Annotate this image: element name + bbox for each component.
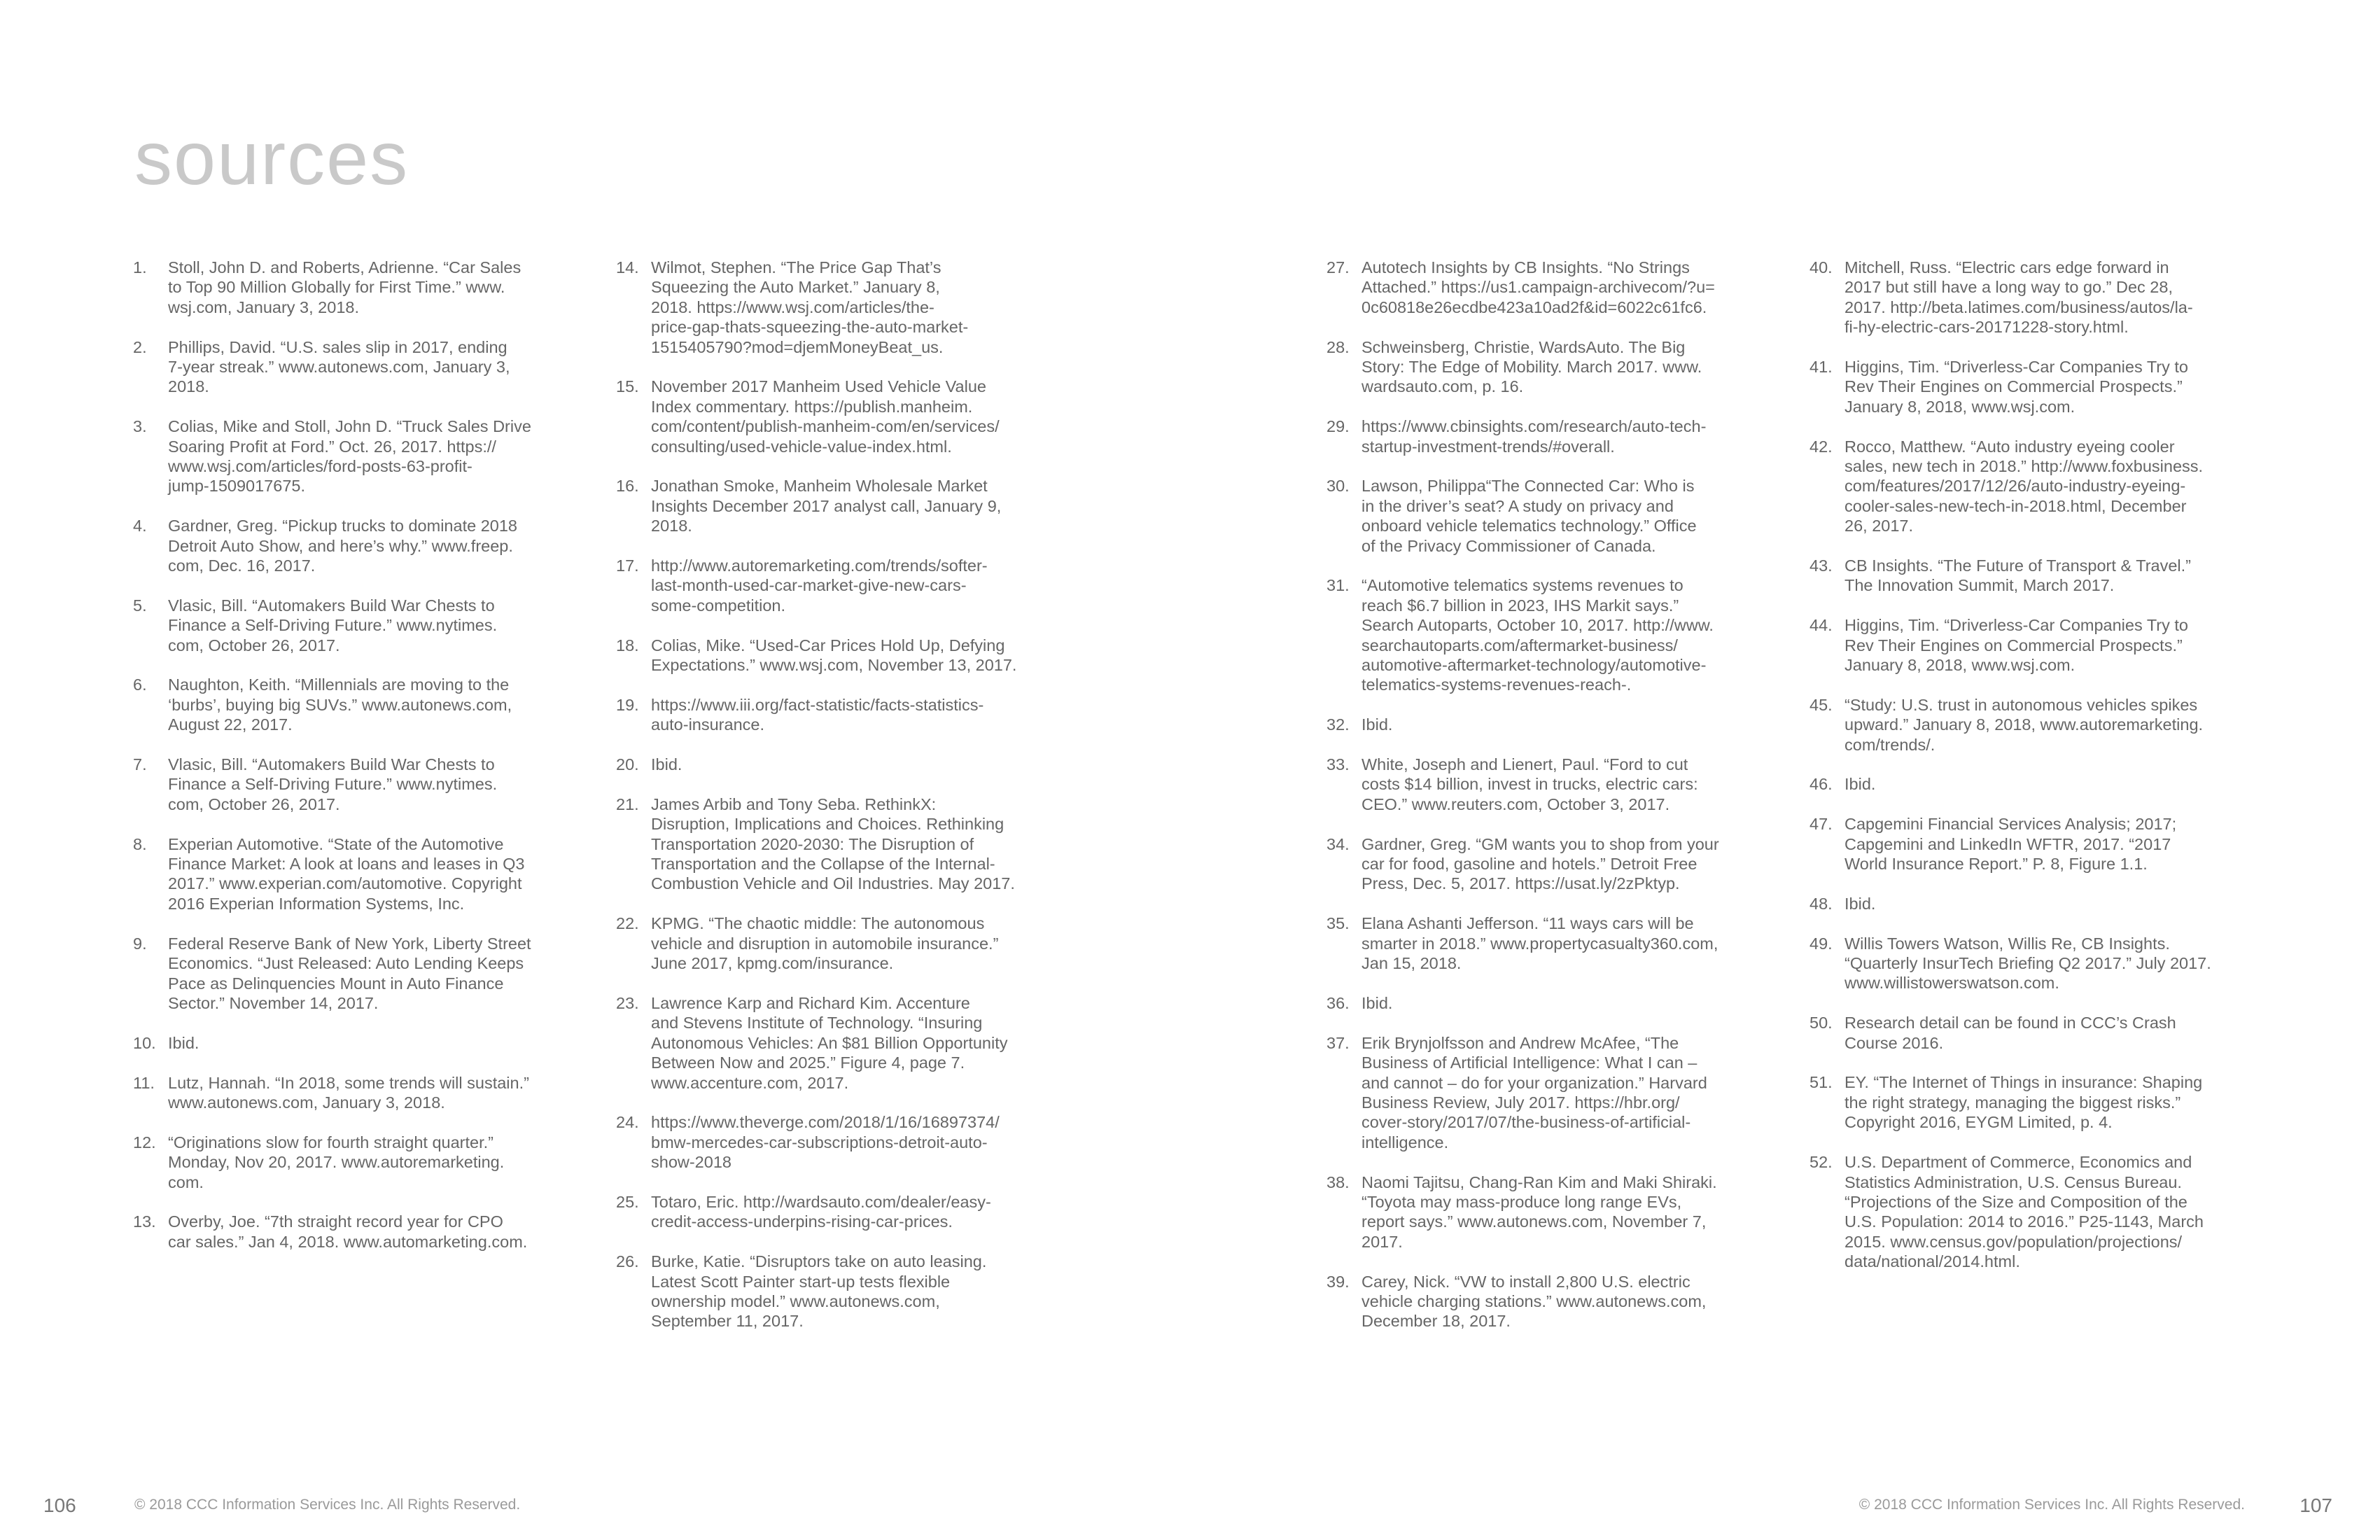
source-text: Lawson, Philippa“The Connected Car: Who is in the driver’s seat? A study on privacy and onboard vehicle telematics technology.” Office of the Privacy Commissioner of Canada. [1362,477,1697,555]
source-number: 8. [133,834,147,853]
source-text: Willis Towers Watson, Willis Re, CB Insights. “Quarterly InsurTech Briefing Q2 2017.” July 2017. www.willistowerswatson.com. [1844,934,2211,993]
source-text: Vlasic, Bill. “Automakers Build War Chests to Finance a Self-Driving Future.” www.nytimes. com, October 26, 2017. [168,755,498,813]
source-text: CB Insights. “The Future of Transport & Travel.” The Innovation Summit, March 2017. [1844,556,2191,595]
source-text: “Automotive telematics systems revenues to reach $6.7 billion in 2023, IHS Markit says.” Search Autoparts, October 10, 2017. http://www. searchautoparts.com/aftermarket-business/ automotive-aftermarket-technology/automotive- telematics-systems-revenues-reach-. [1362,576,1714,694]
source-entry [1809,934,2244,993]
source-number: 22. [616,914,639,933]
copyright-left: © 2018 CCC Information Services Inc. All Rights Reserved. [134,1497,521,1513]
source-number: 52. [1809,1153,1833,1172]
source-number: 4. [133,517,147,536]
source-text: Rocco, Matthew. “Auto industry eyeing cooler sales, new tech in 2018.” http://www.foxbusiness. com/features/2017/12/26/auto-industry-eyeing- cooler-sales-new-tech-in-2018.html, December 26, 2017. [1844,437,2204,536]
source-entry [1809,437,2244,536]
source-number: 9. [133,934,147,953]
source-text: Higgins, Tim. “Driverless-Car Companies Try to Rev Their Engines on Commercial Prospects.” January 8, 2018, www.wsj.com. [1844,358,2188,416]
source-entry [616,794,1050,894]
source-entry [133,755,567,814]
source-number: 34. [1326,834,1350,853]
source-entry [616,993,1050,1093]
source-text: Jonathan Smoke, Manheim Wholesale Market Insights December 2017 analyst call, January 9, 2018. [651,477,1002,536]
source-number: 11. [133,1073,155,1092]
source-number: 37. [1326,1033,1350,1052]
source-entry [616,1112,1050,1172]
source-text: Naughton, Keith. “Millennials are moving to the ‘burbs’, buying big SUVs.” www.autonews.com, August 22, 2017. [168,676,512,734]
source-text: Carey, Nick. “VW to install 2,800 U.S. electric vehicle charging stations.” www.autonews.com, December 18, 2017. [1362,1272,1707,1331]
source-entry [616,913,1050,973]
source-number: 30. [1326,477,1350,496]
source-text: November 2017 Manheim Used Vehicle Value Index commentary. https://publish.manheim. com/content/publish-manheim-com/en/services/ consulting/used-vehicle-value-index.html. [651,377,1000,456]
source-entry [1809,556,2244,596]
source-number: 36. [1326,993,1350,1012]
source-number: 2. [133,337,147,356]
source-number: 15. [616,377,639,396]
source-number: 29. [1326,417,1350,436]
source-number: 42. [1809,437,1833,456]
source-number: 26. [616,1252,639,1271]
source-entry [133,934,567,1014]
source-text: Lutz, Hannah. “In 2018, some trends will sustain.” www.autonews.com, January 3, 2018. [168,1073,529,1112]
sources-column-2 [616,258,1050,1351]
source-entry [616,636,1050,676]
source-number: 13. [133,1212,156,1231]
source-number: 21. [616,794,639,813]
source-number: 44. [1809,616,1833,635]
sources-column-1 [133,258,567,1272]
source-text: Ibid. [1362,715,1393,734]
source-number: 20. [616,755,639,774]
source-entry [1326,337,1760,397]
source-entry [1809,615,2244,675]
source-number: 39. [1326,1272,1350,1291]
source-entry [133,675,567,734]
source-entry [1326,913,1760,973]
source-number: 35. [1326,914,1350,933]
source-entry [133,1033,567,1053]
source-entry [133,1212,567,1252]
source-text: James Arbib and Tony Seba. RethinkX: Disruption, Implications and Choices. Rethinking Transportation 2020-2030: The Disruption of Transportation and the Collapse of the Internal- Combustion Vehicle and Oil Industries. May 2017. [651,794,1015,893]
source-number: 40. [1809,258,1833,276]
source-entry [1809,695,2244,755]
source-text: Capgemini Financial Services Analysis; 2017; Capgemini and LinkedIn WFTR, 2017. “2017 World Insurance Report.” P. 8, Figure 1.1. [1844,815,2177,874]
source-entry [616,377,1050,456]
source-entry [616,755,1050,774]
source-number: 50. [1809,1014,1833,1032]
source-text: Wilmot, Stephen. “The Price Gap That’s Squeezing the Auto Market.” January 8, 2018. https://www.wsj.com/articles/the- price-gap-thats-squeezing-the-auto-market- 1515405790?mod=djemMoneyBeat_us. [651,258,969,356]
source-text: U.S. Department of Commerce, Economics and Statistics Administration, U.S. Census Bureau. “Projections of the Size and Composition of the U.S. Population: 2014 to 2016.” P25-1143, March 2015. www.census.gov/population/projections/ data/national/2014.html. [1844,1153,2204,1271]
source-entry [1809,1152,2244,1271]
source-entry [1326,476,1760,556]
source-number: 25. [616,1192,639,1211]
source-number: 12. [133,1133,156,1152]
source-text: Vlasic, Bill. “Automakers Build War Chests to Finance a Self-Driving Future.” www.nytimes. com, October 26, 2017. [168,596,498,654]
source-number: 16. [616,477,639,496]
source-entry [616,258,1050,357]
source-entry [1809,814,2244,874]
source-number: 6. [133,676,147,694]
source-number: 28. [1326,337,1350,356]
source-text: Elana Ashanti Jefferson. “11 ways cars will be smarter in 2018.” www.propertycasualty360.com, Jan 15, 2018. [1362,914,1718,973]
source-text: Autotech Insights by CB Insights. “No Strings Attached.” https://us1.campaign-archivecom/?u= 0c60818e26ecdbe423a10ad2f&id=6022c61fc6. [1362,258,1715,316]
page-number-left: 106 [43,1494,76,1516]
source-text: Research detail can be found in CCC’s Crash Course 2016. [1844,1014,2176,1052]
source-number: 5. [133,596,147,615]
source-text: Federal Reserve Bank of New York, Liberty Street Economics. “Just Released: Auto Lending Keeps Pace as Delinquencies Mount in Auto Finance Sector.” November 14, 2017. [168,934,531,1012]
source-entry [1326,258,1760,317]
source-entry [616,1252,1050,1331]
source-text: Totaro, Eric. http://wardsauto.com/dealer/easy- credit-access-underpins-rising-car-prices. [651,1192,991,1231]
source-text: Gardner, Greg. “Pickup trucks to dominate 2018 Detroit Auto Show, and here’s why.” www.freep. com, Dec. 16, 2017. [168,517,517,575]
source-text: Mitchell, Russ. “Electric cars edge forward in 2017 but still have a long way to go.” Dec 28, 2017. http://beta.latimes.com/business/autos/la- fi-hy-electric-cars-20171228-story.html. [1844,258,2193,337]
source-number: 1. [133,258,147,276]
source-text: Higgins, Tim. “Driverless-Car Companies Try to Rev Their Engines on Commercial Prospects.” January 8, 2018, www.wsj.com. [1844,616,2188,675]
source-number: 7. [133,755,147,774]
source-number: 48. [1809,894,1833,913]
source-entry [616,1192,1050,1232]
source-number: 38. [1326,1172,1350,1191]
source-number: 10. [133,1033,156,1052]
source-text: Lawrence Karp and Richard Kim. Accenture and Stevens Institute of Technology. “Insuring Autonomous Vehicles: An $81 Billion Opportunity Between Now and 2025.” Figure 4, page 7. www.accenture.com, 2017. [651,993,1008,1092]
copyright-right: © 2018 CCC Information Services Inc. All Rights Reserved. [1858,1497,2245,1513]
source-entry [133,1133,567,1192]
source-entry [133,596,567,655]
source-number: 51. [1809,1073,1833,1092]
source-text: Experian Automotive. “State of the Automotive Finance Market: A look at loans and leases in Q3 2017.” www.experian.com/automotive. Copyright 2016 Experian Information Systems, Inc. [168,834,525,913]
source-text: Gardner, Greg. “GM wants you to shop from your car for food, gasoline and hotels.” Detroit Free Press, Dec. 5, 2017. https://usat.ly/2zPktyp. [1362,834,1719,893]
source-text: https://www.iii.org/fact-statistic/facts-statistics- auto-insurance. [651,695,984,734]
source-number: 24. [616,1113,639,1132]
source-entry [616,556,1050,615]
source-number: 31. [1326,576,1350,595]
page-title: sources [134,115,410,200]
source-entry [1326,1033,1760,1152]
source-entry [1809,357,2244,416]
sources-column-3 [1326,258,1760,1351]
source-text: Burke, Katie. “Disruptors take on auto leasing. Latest Scott Painter start-up tests flexible ownership model.” www.autonews.com, September 11, 2017. [651,1252,987,1331]
source-text: “Study: U.S. trust in autonomous vehicles spikes upward.” January 8, 2018, www.autoremarketing. com/trends/. [1844,695,2204,754]
source-text: Schweinsberg, Christie, WardsAuto. The Big Story: The Edge of Mobility. March 2017. www. wardsauto.com, p. 16. [1362,337,1702,396]
source-entry [616,476,1050,536]
source-number: 47. [1809,815,1833,834]
sources-column-4 [1809,258,2244,1292]
source-text: Colias, Mike. “Used-Car Prices Hold Up, Defying Expectations.” www.wsj.com, November 13, 2017. [651,636,1017,675]
source-number: 43. [1809,556,1833,575]
source-text: https://www.theverge.com/2018/1/16/16897374/ bmw-mercedes-car-subscriptions-detroit-auto- show-2018 [651,1113,1000,1172]
source-number: 17. [616,556,639,575]
source-number: 45. [1809,695,1833,714]
source-entry [1326,1272,1760,1331]
source-text: Colias, Mike and Stoll, John D. “Truck Sales Drive Soaring Profit at Ford.” Oct. 26, 2017. https:// www.wsj.com/articles/ford-posts-63-profit- jump-1509017675. [168,417,531,496]
source-entry [1326,755,1760,814]
source-text: http://www.autoremarketing.com/trends/softer- last-month-used-car-market-give-new-cars- some-competition. [651,556,988,615]
source-number: 19. [616,695,639,714]
source-text: Ibid. [1844,775,1876,794]
source-number: 32. [1326,715,1350,734]
source-number: 49. [1809,934,1833,953]
source-number: 33. [1326,755,1350,774]
source-number: 27. [1326,258,1350,276]
source-entry [1809,258,2244,337]
source-entry [616,695,1050,735]
source-text: “Originations slow for fourth straight quarter.” Monday, Nov 20, 2017. www.autoremarketing. com. [168,1133,505,1191]
source-entry [1809,1072,2244,1132]
source-text: https://www.cbinsights.com/research/auto-tech- startup-investment-trends/#overall. [1362,417,1707,456]
source-entry [1326,993,1760,1013]
source-text: Overby, Joe. “7th straight record year for CPO car sales.” Jan 4, 2018. www.automarketing.com. [168,1212,528,1251]
source-number: 18. [616,636,639,654]
source-entry [133,834,567,914]
source-text: Naomi Tajitsu, Chang-Ran Kim and Maki Shiraki. “Toyota may mass-produce long range EVs, report says.” www.autonews.com, November 7, 2017. [1362,1172,1717,1251]
source-number: 3. [133,417,147,436]
source-entry [133,258,567,317]
source-entry [133,516,567,575]
source-text: Ibid. [651,755,682,774]
source-entry [1326,416,1760,456]
source-entry [133,416,567,496]
source-text: Stoll, John D. and Roberts, Adrienne. “Car Sales to Top 90 Million Globally for First Time.” www. wsj.com, January 3, 2018. [168,258,522,316]
source-entry [1809,1013,2244,1053]
source-text: Erik Brynjolfsson and Andrew McAfee, “The Business of Artificial Intelligence: What I can – and cannot – do for your organization.” Harvard Business Review, July 2017. https://hbr.org/ cover-story/2017/07/the-business-of-artificial- intelligence. [1362,1033,1707,1152]
source-number: 23. [616,993,639,1012]
source-text: Ibid. [168,1033,200,1052]
source-entry [1326,715,1760,734]
source-entry [133,1073,567,1113]
source-number: 46. [1809,775,1833,794]
source-text: Phillips, David. “U.S. sales slip in 2017, ending 7-year streak.” www.autonews.com, January 3, 2018. [168,337,510,396]
source-text: KPMG. “The chaotic middle: The autonomous vehicle and disruption in automobile insurance.” June 2017, kpmg.com/insurance. [651,914,999,973]
source-entry [1326,834,1760,894]
source-number: 14. [616,258,639,276]
source-entry [1326,575,1760,694]
source-number: 41. [1809,358,1833,377]
source-entry [1809,894,2244,913]
source-text: Ibid. [1844,894,1876,913]
source-entry [1326,1172,1760,1252]
source-entry [1809,774,2244,794]
source-text: White, Joseph and Lienert, Paul. “Ford to cut costs $14 billion, invest in trucks, electric cars: CEO.” www.reuters.com, October 3, 2017. [1362,755,1698,813]
source-entry [133,337,567,397]
source-text: EY. “The Internet of Things in insurance: Shaping the right strategy, managing the biggest risks.” Copyright 2016, EYGM Limited, p. 4. [1844,1073,2203,1132]
source-text: Ibid. [1362,993,1393,1012]
page-number-right: 107 [2300,1494,2332,1516]
